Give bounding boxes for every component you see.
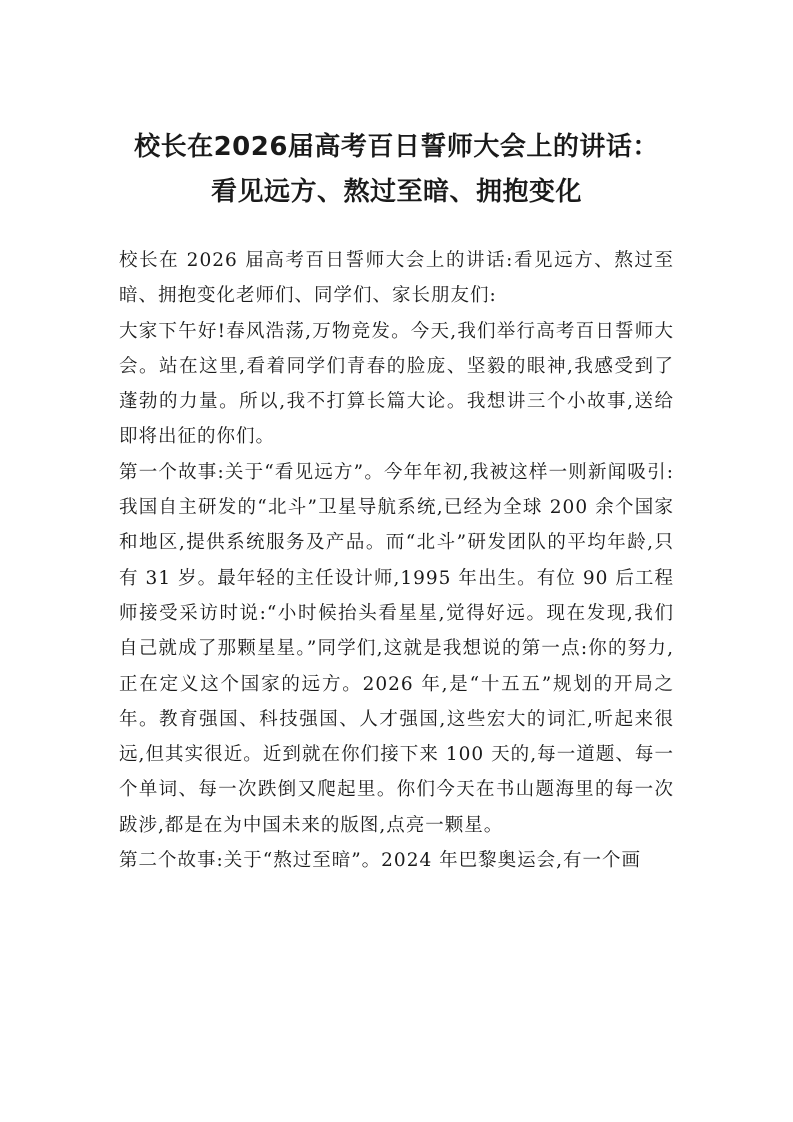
document-title-line-2: 看见远方、熬过至暗、拥抱变化 [210,177,582,207]
paragraph-greeting: 大家下午好!春风浩荡,万物竞发。今天,我们举行高考百日誓师大会。站在这里,看着同学们青春的脸庞、坚毅的眼神,我感受到了蓬勃的力量。所以,我不打算长篇大论。我想讲三个小故事,送给即将出征的你们。 [119,320,674,448]
document-title-line-1: 校长在2026届高考百日誓师大会上的讲话： [134,132,659,162]
paragraph-story-two: 第二个故事:关于“熬过至暗”。2024 年巴黎奥运会,有一个画 [119,850,641,872]
paragraph-heading: 校长在 2026 届高考百日誓师大会上的讲话:看见远方、熬过至暗、拥抱变化老师们、同学们、家长朋友们: [119,250,674,307]
document-body [119,243,674,878]
paragraph-story-one: 第一个故事:关于“看见远方”。今年年初,我被这样一则新闻吸引:我国自主研发的“北斗”卫星导航系统,已经为全球 200 余个国家和地区,提供系统服务及产品。而“北斗”研发团队的平均年龄,只有 31 岁。最年轻的主任设计师,1995 年出生。有位 90 后工程师接受采访时说:“小时候抬头看星星,觉得好远。现在发现,我们自己就成了那颗星星。”同学们,这就是我想说的第一点:你的努力,正在定义这个国家的远方。2026 年,是“十五五”规划的开局之年。教育强国、科技强国、人才强国,这些宏大的词汇,听起来很远,但其实很近。近到就在你们接下来 100 天的,每一道题、每一个单词、每一次跌倒又爬起里。你们今天在书山题海里的每一次跋涉,都是在为中国未来的版图,点亮一颗星。 [119,461,674,836]
